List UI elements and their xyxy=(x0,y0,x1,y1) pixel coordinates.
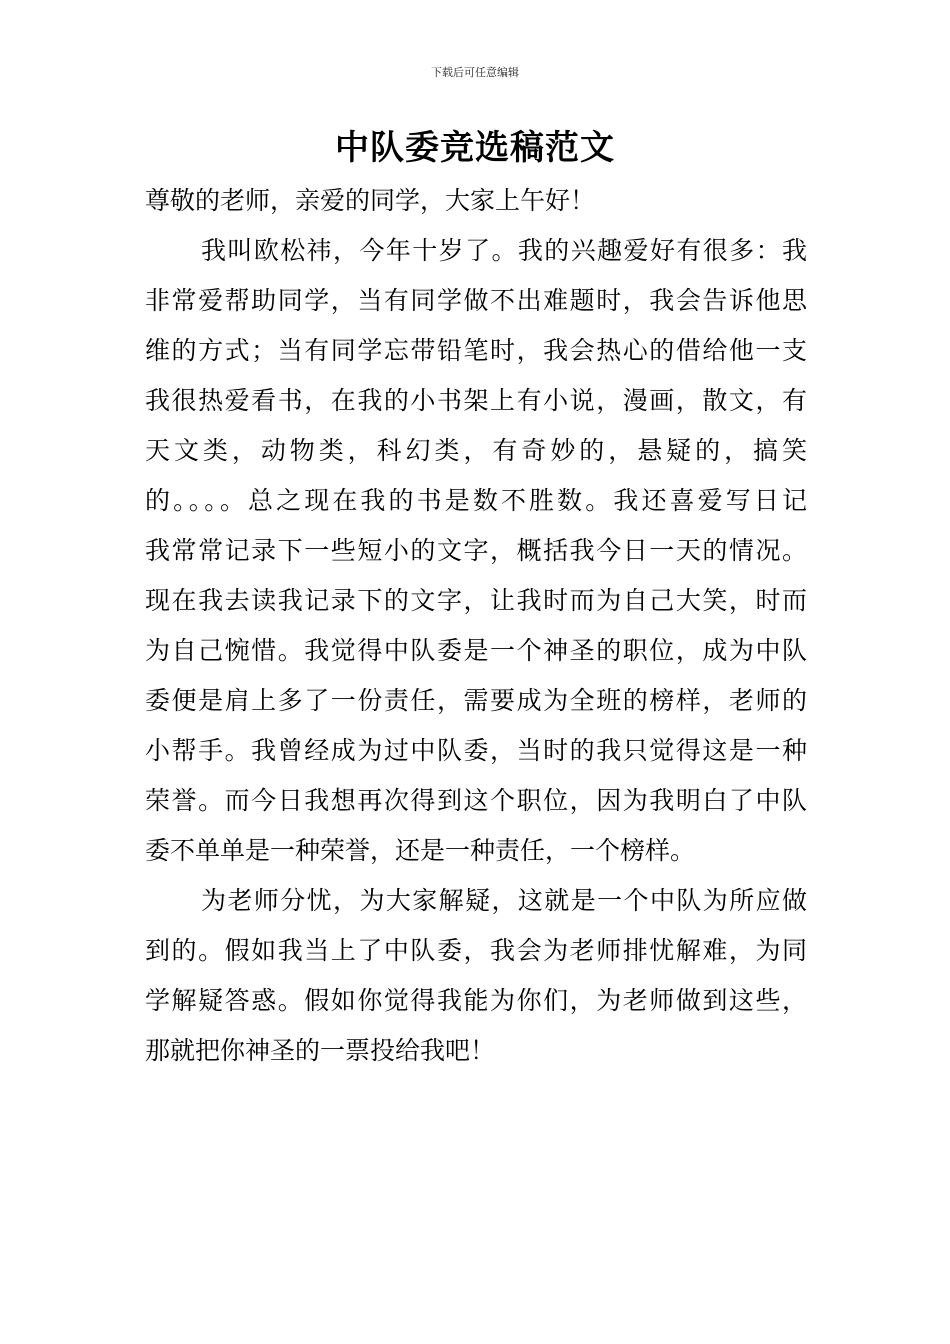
paragraph-2-line: 到的。假如我当上了中队委，我会为老师排忧解难，为同 xyxy=(145,936,807,965)
paragraph-2-line: 学解疑答惑。假如你觉得我能为你们，为老师做到这些， xyxy=(145,986,807,1015)
header-note: 下载后可任意编辑 xyxy=(431,66,519,79)
paragraph-1-line: 天文类，动物类，科幻类，有奇妙的，悬疑的，搞笑 xyxy=(145,436,807,465)
greeting-line: 尊敬的老师，亲爱的同学，大家上午好！ xyxy=(145,186,596,215)
paragraph-1-line: 非常爱帮助同学，当有同学做不出难题时，我会告诉他思 xyxy=(145,286,807,315)
paragraph-1-line: 维的方式；当有同学忘带铅笔时，我会热心的借给他一支 xyxy=(145,336,807,365)
paragraph-2-line: 那就把你神圣的一票投给我吧！ xyxy=(145,1036,496,1065)
paragraph-1-line: 为自己惋惜。我觉得中队委是一个神圣的职位，成为中队 xyxy=(145,636,807,665)
paragraph-1-line: 我叫欧松祎，今年十岁了。我的兴趣爱好有很多：我 xyxy=(201,236,807,265)
document-body xyxy=(145,176,807,1076)
document-title: 中队委竞选稿范文 xyxy=(335,128,615,168)
paragraph-1-line: 委不单单是一种荣誉，还是一种责任，一个榜样。 xyxy=(145,836,696,865)
paragraph-1-line: 我常常记录下一些短小的文字，概括我今日一天的情况。 xyxy=(145,536,807,565)
paragraph-1-line: 现在我去读我记录下的文字，让我时而为自己大笑，时而 xyxy=(145,586,807,615)
paragraph-1-line: 小帮手。我曾经成为过中队委，当时的我只觉得这是一种 xyxy=(145,736,807,765)
paragraph-2-line: 为老师分忧，为大家解疑，这就是一个中队为所应做 xyxy=(201,886,807,915)
paragraph-1-line: 的。。。。总之现在我的书是数不胜数。我还喜爱写日记 xyxy=(145,486,807,515)
paragraph-1-line: 委便是肩上多了一份责任，需要成为全班的榜样，老师的 xyxy=(145,686,807,715)
paragraph-1-line: 我很热爱看书，在我的小书架上有小说，漫画，散文，有 xyxy=(145,386,807,415)
paragraph-1-line: 荣誉。而今日我想再次得到这个职位，因为我明白了中队 xyxy=(145,786,807,815)
